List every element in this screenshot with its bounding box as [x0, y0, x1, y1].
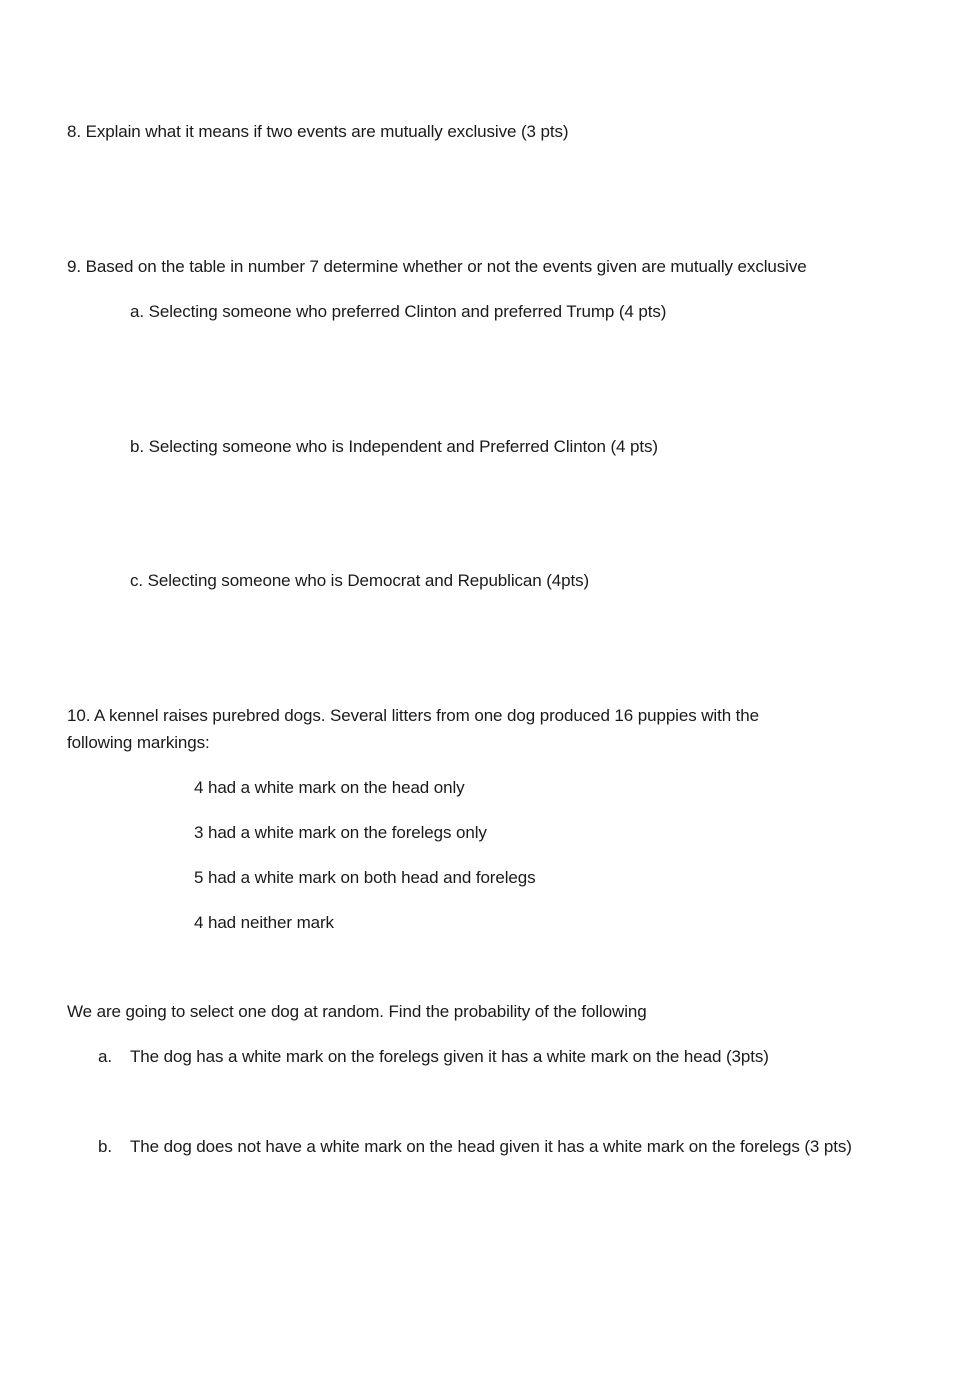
- question-8: 8. Explain what it means if two events are mutually exclusive (3 pts): [67, 122, 569, 141]
- marking-item: 3 had a white mark on the forelegs only: [194, 823, 487, 842]
- part-b-marker: b.: [98, 1137, 112, 1156]
- marking-item: 5 had a white mark on both head and forelegs: [194, 868, 536, 887]
- question-9: 9. Based on the table in number 7 determine whether or not the events given are mutually exclusive: [67, 257, 807, 276]
- question-10-instruction: We are going to select one dog at random. Find the probability of the following: [67, 1002, 647, 1021]
- question-10-intro-line-1: 10. A kennel raises purebred dogs. Several litters from one dog produced 16 puppies with the: [67, 706, 760, 725]
- question-9-part-b: b. Selecting someone who is Independent and Preferred Clinton (4 pts): [130, 437, 658, 456]
- question-10-intro-line-2: following markings:: [67, 733, 210, 752]
- question-9-part-c: c. Selecting someone who is Democrat and Republican (4pts): [130, 571, 590, 590]
- marking-item: 4 had a white mark on the head only: [194, 778, 465, 797]
- question-9-part-a: a. Selecting someone who preferred Clinton and preferred Trump (4 pts): [130, 302, 667, 321]
- marking-item: 4 had neither mark: [194, 913, 334, 932]
- part-a-marker: a.: [98, 1047, 112, 1066]
- question-10-part-b: The dog does not have a white mark on the head given it has a white mark on the forelegs (3 pts): [130, 1137, 852, 1156]
- question-10-part-a: The dog has a white mark on the forelegs given it has a white mark on the head (3pts): [130, 1047, 769, 1066]
